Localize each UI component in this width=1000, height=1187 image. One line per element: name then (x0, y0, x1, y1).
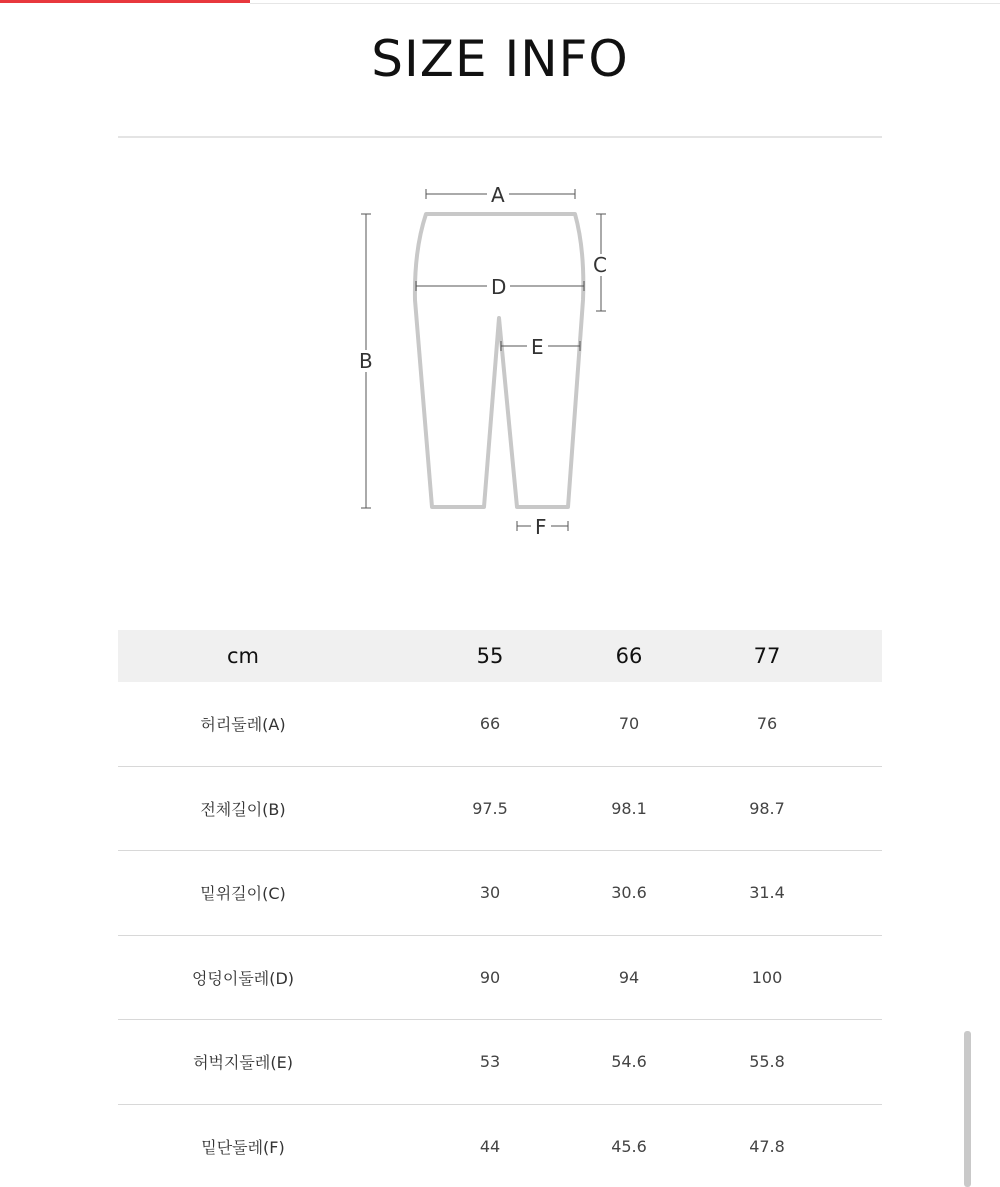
table-row (118, 1020, 882, 1105)
row-value: 54.6 (611, 1052, 647, 1072)
row-value: 94 (618, 967, 640, 987)
header-size-66: 66 (615, 644, 643, 668)
row-label: 전체길이(B) (200, 799, 286, 819)
size-table (118, 630, 882, 1187)
table-row (118, 682, 882, 767)
header-unit: cm (226, 644, 259, 668)
dim-label-c: C (589, 254, 611, 276)
row-label: 엉덩이둘레(D) (191, 968, 295, 988)
dim-label-f: F (531, 516, 551, 538)
row-value: 30 (479, 883, 501, 903)
table-row (118, 936, 882, 1021)
row-value: 31.4 (749, 883, 785, 903)
dim-label-d: D (487, 276, 510, 298)
dim-label-a: A (487, 184, 509, 206)
row-value: 98.1 (611, 798, 647, 818)
dim-label-e: E (527, 336, 548, 358)
row-value: 100 (751, 967, 783, 987)
row-value: 47.8 (749, 1137, 785, 1157)
row-value: 30.6 (611, 883, 647, 903)
row-value: 55.8 (749, 1052, 785, 1072)
row-value: 45.6 (611, 1137, 647, 1157)
row-label: 밑단둘레(F) (201, 1138, 285, 1158)
row-value: 70 (618, 714, 640, 734)
scrollbar-thumb[interactable] (964, 1031, 971, 1187)
dim-label-b: B (355, 350, 377, 372)
row-value: 76 (756, 714, 778, 734)
table-row (118, 851, 882, 936)
row-value: 90 (479, 967, 501, 987)
row-value: 53 (479, 1052, 501, 1072)
size-table-header (118, 630, 882, 682)
table-row (118, 1105, 882, 1187)
header-size-55: 55 (476, 644, 504, 668)
row-label: 허리둘레(A) (200, 715, 286, 735)
header-size-77: 77 (753, 644, 781, 668)
row-label: 허벅지둘레(E) (193, 1053, 293, 1073)
row-value: 98.7 (749, 798, 785, 818)
pants-outline (415, 214, 583, 507)
page-title: SIZE INFO (371, 30, 629, 88)
row-value: 66 (479, 714, 501, 734)
row-label: 밑위길이(C) (200, 884, 286, 904)
table-row (118, 767, 882, 852)
row-value: 97.5 (472, 798, 508, 818)
row-value: 44 (479, 1137, 501, 1157)
